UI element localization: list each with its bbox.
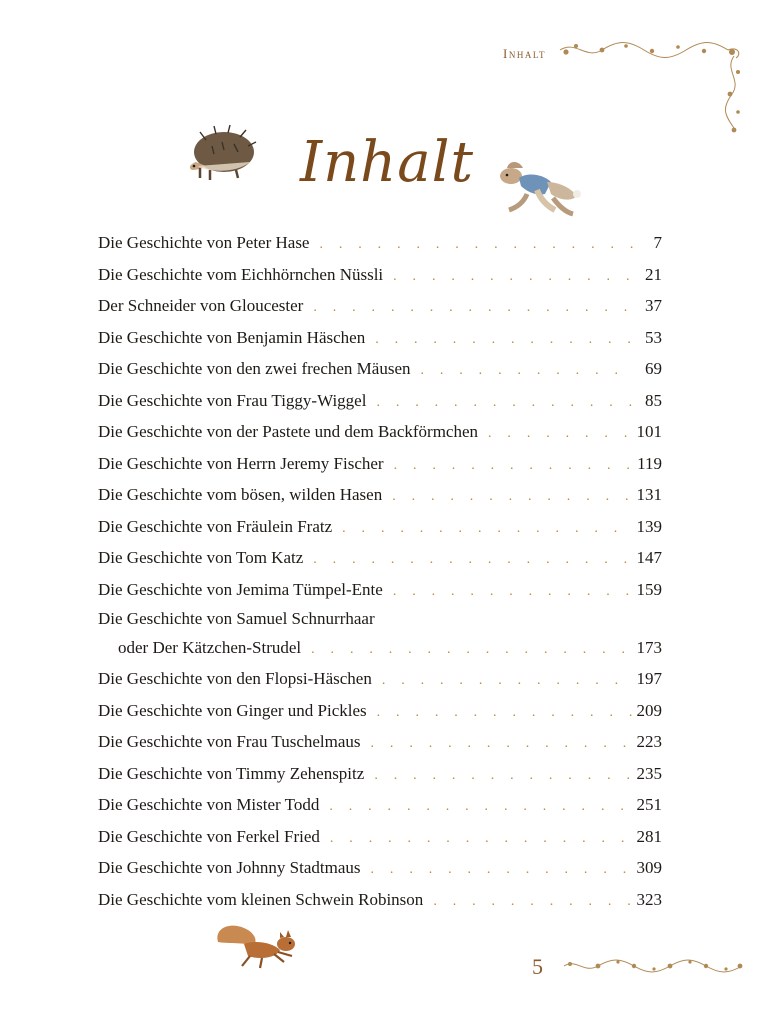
toc-entry[interactable]	[98, 852, 662, 884]
corner-ornament	[556, 38, 746, 138]
page-number: 21	[645, 264, 662, 284]
toc-entry[interactable]	[98, 758, 662, 790]
entry-title: Die Geschichte vom Eichhörnchen Nüssli	[98, 264, 384, 284]
page-number: 53	[645, 327, 662, 347]
footer-ornament	[562, 956, 746, 976]
toc-entry[interactable]	[98, 227, 662, 259]
entry-title: Der Schneider von Gloucester	[98, 296, 304, 315]
toc-entry[interactable]	[98, 695, 662, 727]
dot-leader	[374, 760, 632, 792]
entry-title: Die Geschichte von Samuel Schnurrhaar	[98, 609, 375, 628]
toc-entry[interactable]	[98, 726, 662, 758]
page-number: 309	[636, 858, 662, 877]
page-number: 101	[636, 422, 662, 441]
entry-title: Die Geschichte von Frau Tuschelmaus	[98, 732, 361, 751]
entry-title: Die Geschichte von Timmy Zehenspitz	[98, 763, 365, 783]
page-number: 235	[636, 763, 662, 783]
entry-title: Die Geschichte vom bösen, wilden Hasen	[98, 485, 383, 504]
dot-leader	[377, 697, 633, 729]
dot-leader	[330, 823, 633, 855]
dot-leader	[342, 513, 632, 545]
entry-title: Die Geschichte von Johnny Stadtmaus	[98, 858, 361, 877]
squirrel-illustration	[214, 922, 304, 972]
page-number: 197	[636, 669, 662, 688]
page-number: 119	[637, 453, 662, 473]
toc-entry[interactable]	[98, 259, 662, 291]
toc-entry[interactable]	[98, 663, 662, 695]
dot-leader	[382, 665, 633, 697]
page-number: 139	[636, 516, 662, 536]
dot-leader	[319, 229, 634, 261]
entry-title: Die Geschichte von Fräulein Fratz	[98, 516, 333, 536]
entry-title: Die Geschichte von Frau Tiggy-Wiggel	[98, 390, 367, 410]
toc-entry[interactable]	[98, 385, 662, 417]
page-number: 281	[636, 826, 662, 846]
toc-entry[interactable]	[98, 884, 662, 916]
entry-title: Die Geschichte von Benjamin Häschen	[98, 327, 366, 347]
page-number: 209	[636, 700, 662, 720]
toc-entry[interactable]	[98, 479, 662, 511]
dot-leader	[433, 886, 632, 918]
toc-entry[interactable]	[98, 322, 662, 354]
table-of-contents	[98, 227, 662, 915]
dot-leader	[313, 544, 632, 576]
dot-leader	[488, 418, 632, 450]
entry-second-line	[98, 632, 662, 663]
entry-title: Die Geschichte vom kleinen Schwein Robinson	[98, 889, 424, 909]
entry-title: Die Geschichte von Mister Todd	[98, 795, 320, 814]
entry-title: Die Geschichte von den Flopsi-Häschen	[98, 669, 372, 688]
page-number: 7	[653, 233, 662, 252]
page-number: 173	[636, 638, 662, 657]
entry-title: Die Geschichte von Herrn Jeremy Fischer	[98, 453, 384, 473]
dot-leader	[393, 576, 633, 608]
page-number: 131	[636, 485, 662, 504]
entry-title: Die Geschichte von Peter Hase	[98, 233, 310, 252]
dot-leader	[392, 481, 632, 513]
entry-title: Die Geschichte von Jemima Tümpel-Ente	[98, 579, 383, 599]
page-number-folio: 5	[532, 954, 543, 979]
dot-leader	[420, 355, 634, 387]
page-number: 147	[636, 548, 662, 567]
entry-title: Die Geschichte von Ginger und Pickles	[98, 700, 367, 720]
dot-leader	[371, 728, 633, 760]
dot-leader	[376, 387, 634, 419]
toc-entry[interactable]	[98, 511, 662, 543]
toc-entry[interactable]	[98, 353, 662, 385]
toc-entry[interactable]	[98, 821, 662, 853]
toc-entry[interactable]	[98, 290, 662, 322]
running-head: Inhalt	[503, 46, 546, 61]
page-number: 69	[645, 359, 662, 378]
page-number: 159	[636, 579, 662, 599]
page-number: 251	[636, 795, 662, 814]
dot-leader	[375, 324, 634, 356]
entry-title: Die Geschichte von Tom Katz	[98, 548, 304, 567]
rabbit-illustration	[497, 160, 581, 218]
page-number: 323	[636, 889, 662, 909]
dot-leader	[313, 292, 634, 324]
page-number: 37	[645, 296, 662, 315]
page-title: Inhalt	[299, 130, 475, 195]
entry-title-continued: oder Der Kätzchen-Strudel	[118, 638, 302, 657]
toc-entry[interactable]	[98, 416, 662, 448]
entry-title: Die Geschichte von den zwei frechen Mäusen	[98, 359, 411, 378]
page-number: 223	[636, 732, 662, 751]
dot-leader	[393, 261, 634, 293]
dot-leader	[371, 854, 633, 886]
page-number: 85	[645, 390, 662, 410]
toc-entry[interactable]	[98, 542, 662, 574]
entry-title: Die Geschichte von Ferkel Fried	[98, 826, 320, 846]
dot-leader	[329, 791, 632, 823]
entry-title: Die Geschichte von der Pastete und dem Backförmchen	[98, 422, 479, 441]
dot-leader	[394, 450, 634, 482]
toc-entry[interactable]	[98, 605, 662, 663]
dot-leader	[311, 634, 632, 665]
toc-entry[interactable]	[98, 574, 662, 606]
toc-entry[interactable]	[98, 448, 662, 480]
toc-entry[interactable]	[98, 789, 662, 821]
